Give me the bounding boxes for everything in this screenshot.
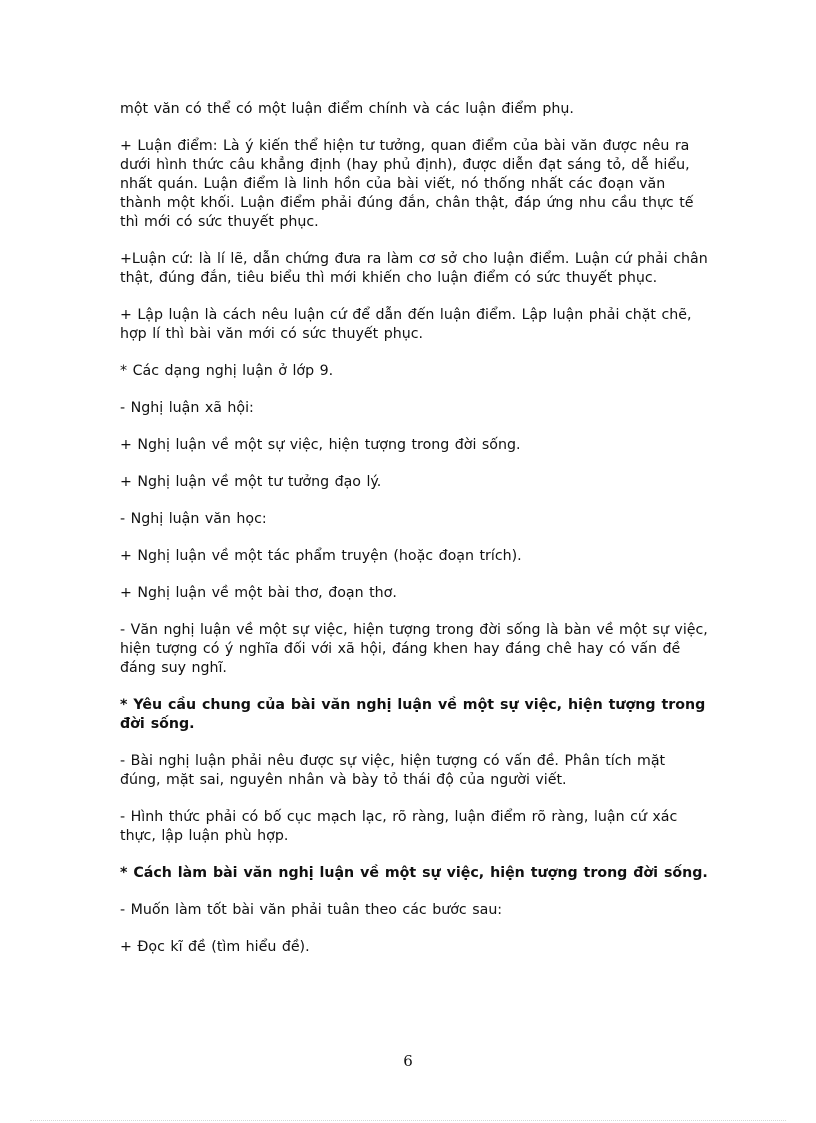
body-paragraph: - Muốn làm tốt bài văn phải tuân theo các bước sau: (120, 902, 503, 918)
body-paragraph: - Nghị luận xã hội: (120, 400, 254, 416)
body-paragraph: +Luận cứ: là lí lẽ, dẫn chứng đưa ra làm cơ sở cho luận điểm. Luận cứ phải chân thật, đúng đắn, tiêu biểu thì mới khiến cho luận điểm có sức thuyết phục. (120, 251, 708, 286)
body-paragraph: - Nghị luận văn học: (120, 511, 267, 527)
section-heading: * Cách làm bài văn nghị luận về một sự việc, hiện tượng trong đời sống. (120, 865, 708, 881)
page-number: 6 (403, 1052, 413, 1070)
body-paragraph: + Nghị luận về một bài thơ, đoạn thơ. (120, 585, 397, 601)
body-paragraph: + Nghị luận về một sự việc, hiện tượng trong đời sống. (120, 437, 521, 453)
document-body (120, 100, 710, 975)
body-paragraph: - Hình thức phải có bố cục mạch lạc, rõ ràng, luận điểm rõ ràng, luận cứ xác thực, lập luận phù hợp. (120, 809, 678, 844)
page-bottom-divider (30, 1120, 786, 1121)
body-paragraph: + Luận điểm: Là ý kiến thể hiện tư tưởng, quan điểm của bài văn được nêu ra dưới hình thức câu khẳng định (hay phủ định), được diễn đạt sáng tỏ, dễ hiểu, nhất quán. Luận điểm là linh hồn của bài viết, nó thống nhất các đoạn văn thành một khối. Luận điểm phải đúng đắn, chân thật, đáp ứng nhu cầu thực tế thì mới có sức thuyết phục. (120, 138, 694, 230)
body-paragraph: + Nghị luận về một tác phẩm truyện (hoặc đoạn trích). (120, 548, 522, 564)
body-paragraph: một văn có thể có một luận điểm chính và các luận điểm phụ. (120, 101, 574, 117)
body-paragraph: * Các dạng nghị luận ở lớp 9. (120, 363, 334, 379)
body-paragraph: - Bài nghị luận phải nêu được sự việc, hiện tượng có vấn đề. Phân tích mặt đúng, mặt sai, nguyên nhân và bày tỏ thái độ của người viết. (120, 753, 666, 788)
body-paragraph: - Văn nghị luận về một sự việc, hiện tượng trong đời sống là bàn về một sự việc, hiện tượng có ý nghĩa đối với xã hội, đáng khen hay đáng chê hay có vấn đề đáng suy nghĩ. (120, 622, 708, 676)
body-paragraph: + Đọc kĩ đề (tìm hiểu đề). (120, 939, 310, 955)
body-paragraph: + Nghị luận về một tư tưởng đạo lý. (120, 474, 382, 490)
body-paragraph: + Lập luận là cách nêu luận cứ để dẫn đến luận điểm. Lập luận phải chặt chẽ, hợp lí thì bài văn mới có sức thuyết phục. (120, 307, 692, 342)
section-heading: * Yêu cầu chung của bài văn nghị luận về một sự việc, hiện tượng trong đời sống. (120, 697, 706, 732)
